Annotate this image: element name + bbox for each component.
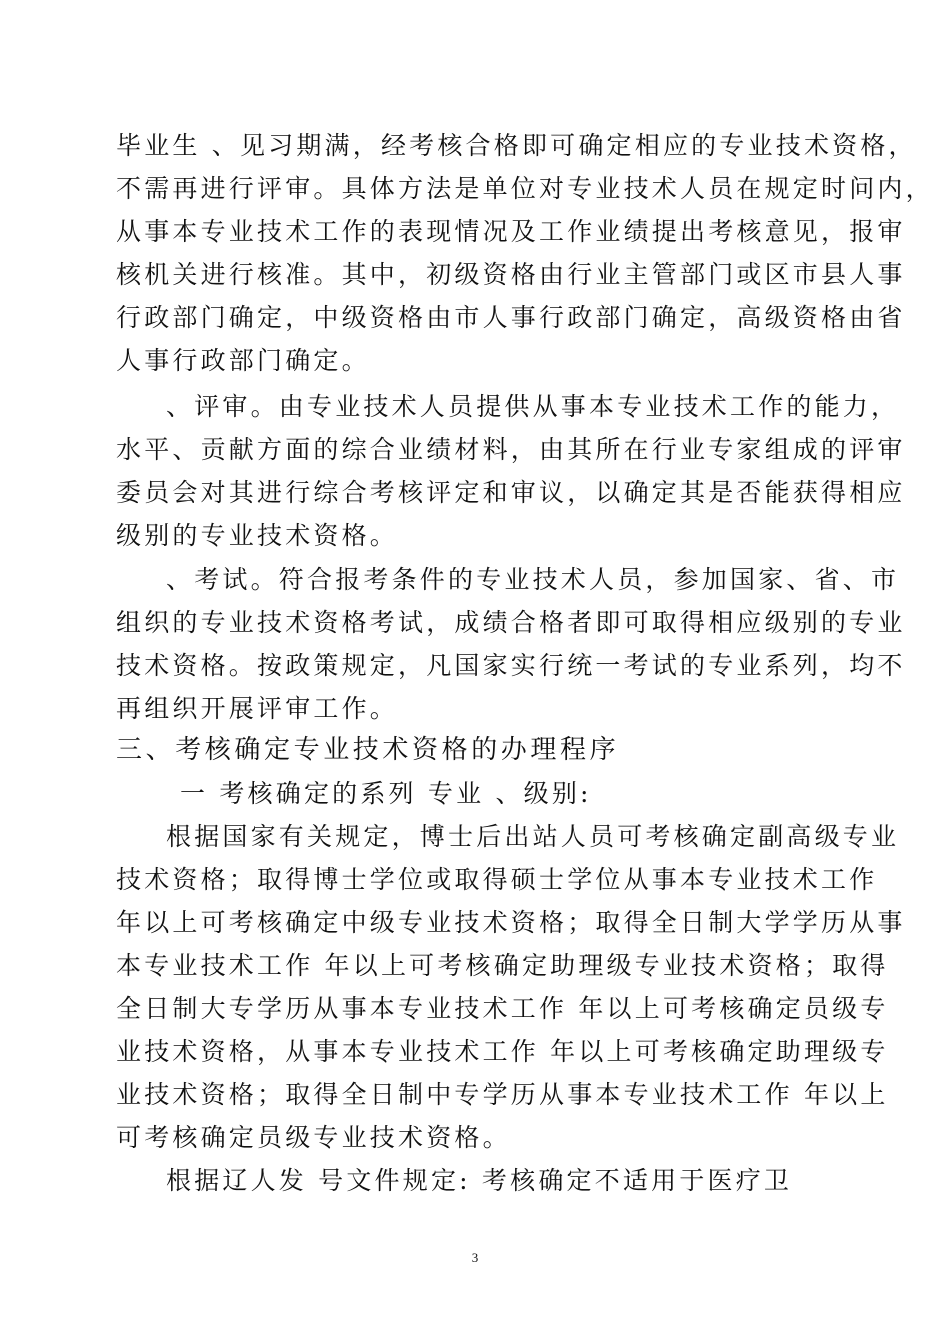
body-text-line: 组织的专业技术资格考试，成绩合格者即可取得相应级别的专业 bbox=[116, 608, 906, 637]
paragraph-first-line: 、考试。符合报考条件的专业技术人员，参加国家、省、市 bbox=[166, 565, 900, 594]
page-number: 3 bbox=[471, 1250, 479, 1265]
body-text-line: 业技术资格，从事本专业技术工作 年以上可考核确定助理级专 bbox=[116, 1037, 889, 1066]
body-text-line: 水平、贡献方面的综合业绩材料，由其所在行业专家组成的评审 bbox=[116, 435, 906, 464]
paragraph-first-line: 、评审。由专业技术人员提供从事本专业技术工作的能力， bbox=[166, 392, 900, 421]
body-text-line: 级别的专业技术资格。 bbox=[116, 521, 399, 550]
body-text-line: 毕业生 、见习期满，经考核合格即可确定相应的专业技术资格， bbox=[116, 131, 917, 160]
body-text-line: 技术资格；取得博士学位或取得硕士学位从事本专业技术工作 bbox=[116, 865, 878, 894]
subsection-heading: 一 考核确定的系列 专业 、级别: bbox=[180, 779, 592, 808]
section-heading: 三、考核确定专业技术资格的办理程序 bbox=[116, 735, 620, 765]
body-text-line: 行政部门确定，中级资格由市人事行政部门确定，高级资格由省 bbox=[116, 303, 906, 332]
body-text-line: 技术资格。按政策规定，凡国家实行统一考试的专业系列，均不 bbox=[116, 651, 906, 680]
body-text-line: 年以上可考核确定中级专业技术资格；取得全日制大学学历从事 bbox=[116, 908, 906, 937]
body-text-line: 可考核确定员级专业技术资格。 bbox=[116, 1123, 511, 1152]
body-text-line: 不需再进行评审。具体方法是单位对专业技术人员在规定时问内， bbox=[116, 174, 934, 203]
paragraph-first-line: 根据辽人发 号文件规定: 考核确定不适用于医疗卫 bbox=[166, 1166, 793, 1195]
body-text-line: 人事行政部门确定。 bbox=[116, 346, 370, 375]
paragraph-first-line: 根据国家有关规定，博士后出站人员可考核确定副高级专业 bbox=[166, 822, 900, 851]
body-text-line: 全日制大专学历从事本专业技术工作 年以上可考核确定员级专 bbox=[116, 994, 889, 1023]
body-text-line: 本专业技术工作 年以上可考核确定助理级专业技术资格；取得 bbox=[116, 951, 889, 980]
body-text-line: 核机关进行核准。其中，初级资格由行业主管部门或区市县人事 bbox=[116, 260, 906, 289]
body-text-line: 业技术资格；取得全日制中专学历从事本专业技术工作 年以上 bbox=[116, 1080, 889, 1109]
body-text-line: 再组织开展评审工作。 bbox=[116, 694, 399, 723]
body-text-line: 从事本专业技术工作的表现情况及工作业绩提出考核意见，报审 bbox=[116, 217, 906, 246]
body-text-line: 委员会对其进行综合考核评定和审议，以确定其是否能获得相应 bbox=[116, 478, 906, 507]
